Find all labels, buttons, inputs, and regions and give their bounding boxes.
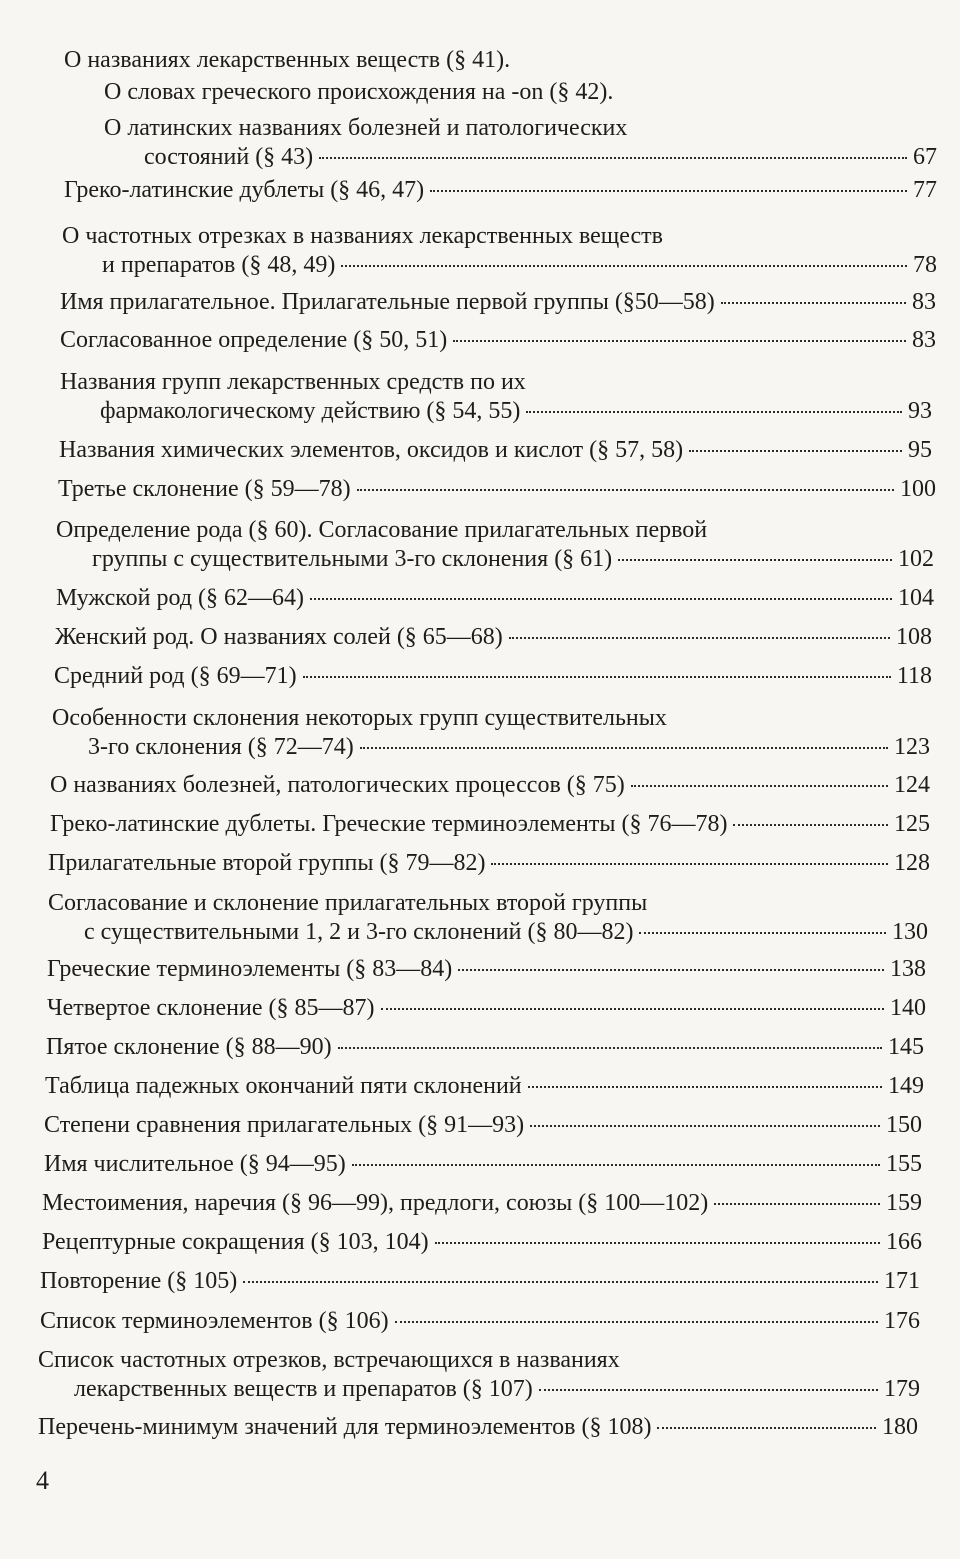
toc-page-number: 102 [898, 546, 934, 572]
toc-page-number: 155 [886, 1151, 922, 1177]
toc-entry-line [55, 623, 932, 652]
toc-entry-title: Мужской род (§ 62—64) [56, 585, 305, 611]
toc-page-number: 149 [888, 1073, 924, 1099]
toc-entry [54, 662, 932, 691]
dot-leader [458, 969, 884, 971]
toc-entry [104, 78, 900, 107]
toc-entry [44, 1150, 922, 1179]
toc-entry-title: Греческие терминоэлементы (§ 83—84) [47, 956, 453, 982]
toc-entry-line [56, 584, 934, 613]
toc-page-number: 83 [912, 327, 936, 353]
toc-entry-title: Рецептурные сокращения (§ 103, 104) [42, 1229, 429, 1255]
toc-entry [44, 1111, 922, 1140]
dot-leader [721, 302, 906, 304]
toc-entry-line [58, 475, 936, 504]
dot-leader [714, 1203, 880, 1205]
toc-entry-line [40, 1267, 920, 1296]
toc-entry-title: Особенности склонения некоторых групп существительных [52, 705, 667, 731]
toc-page-number: 83 [912, 289, 936, 315]
toc-entry-title: Имя прилагательное. Прилагательные первой группы (§50—58) [60, 289, 715, 315]
toc-entry [38, 1413, 918, 1442]
toc-entry-line [44, 1111, 922, 1140]
toc-page-number: 104 [898, 585, 934, 611]
dot-leader [381, 1008, 885, 1010]
toc-page-number: 95 [908, 437, 932, 463]
toc-page-number: 159 [886, 1190, 922, 1216]
toc-entry-line [42, 1228, 922, 1257]
dot-leader [338, 1047, 882, 1049]
toc-page-number: 100 [900, 476, 936, 502]
toc-entry-line [45, 1072, 924, 1101]
toc-entry-line [38, 1375, 920, 1404]
toc-entry-title: О латинских названиях болезней и патологических [104, 115, 628, 141]
toc-entry-title: Степени сравнения прилагательных (§ 91—93) [44, 1112, 525, 1138]
toc-entry [62, 222, 937, 280]
dot-leader [528, 1086, 882, 1088]
toc-page-number: 180 [882, 1414, 918, 1440]
toc-page-number: 145 [888, 1034, 924, 1060]
toc-entry-line [52, 733, 930, 762]
dot-leader [689, 450, 902, 452]
toc-entry-title: О частотных отрезках в названиях лекарственных веществ [62, 223, 663, 249]
toc-entry-title: Определение рода (§ 60). Согласование прилагательных первой [56, 517, 708, 543]
toc-entry-title: фармакологическому действию (§ 54, 55) [100, 398, 521, 424]
toc-page-number: 179 [884, 1376, 920, 1402]
toc-entry-line [42, 1189, 922, 1218]
toc-entry-title: Повторение (§ 105) [40, 1268, 238, 1294]
toc-entry [45, 1072, 924, 1101]
toc-entry-title: Прилагательные второй группы (§ 79—82) [48, 850, 486, 876]
toc-entry [52, 704, 930, 762]
toc-entry-line [44, 1150, 922, 1179]
toc-entry-title: Третье склонение (§ 59—78) [58, 476, 351, 502]
dot-leader [395, 1321, 878, 1323]
toc-entry-title: Пятое склонение (§ 88—90) [46, 1034, 332, 1060]
toc-entry-line [48, 849, 930, 878]
dot-leader [526, 411, 902, 413]
dot-leader [341, 265, 907, 267]
toc-entry [104, 114, 937, 172]
toc-entry-title: О названиях лекарственных веществ (§ 41). [64, 47, 511, 73]
toc-entry-title: Список терминоэлементов (§ 106) [40, 1308, 389, 1334]
toc-entry [40, 1267, 920, 1296]
toc-entry-line [59, 436, 932, 465]
dot-leader [310, 598, 892, 600]
dot-leader [360, 747, 888, 749]
toc-entry [56, 584, 934, 613]
toc-page-number: 118 [896, 663, 932, 689]
toc-entry-title: Таблица падежных окончаний пяти склонений [45, 1073, 522, 1099]
dot-leader [319, 157, 907, 159]
toc-entry-title: Четвертое склонение (§ 85—87) [47, 995, 375, 1021]
toc-page-number: 171 [884, 1268, 920, 1294]
page-number: 4 [36, 1466, 49, 1495]
toc-page-number: 166 [886, 1229, 922, 1255]
toc-page-number: 140 [890, 995, 926, 1021]
toc-entry [48, 889, 928, 947]
toc-entry-line [47, 994, 926, 1023]
toc-entry-line [104, 143, 937, 172]
toc-entry-title: и препаратов (§ 48, 49) [102, 252, 336, 278]
toc-entry [40, 1307, 920, 1336]
toc-entry-line [60, 397, 932, 426]
dot-leader [657, 1427, 876, 1429]
toc-entry [58, 475, 936, 504]
toc-entry [64, 176, 937, 205]
toc-entry-line [60, 326, 936, 355]
toc-page-number: 176 [884, 1308, 920, 1334]
toc-page-number: 123 [894, 734, 930, 760]
dot-leader [539, 1389, 878, 1391]
toc-entry [56, 516, 934, 574]
dot-leader [430, 190, 907, 192]
toc-entry-title: Согласованное определение (§ 50, 51) [60, 327, 448, 353]
toc-entry [60, 288, 936, 317]
toc-entry [50, 771, 930, 800]
toc-entry [55, 623, 932, 652]
dot-leader [453, 340, 906, 342]
toc-entry [46, 1033, 924, 1062]
dot-leader [352, 1164, 880, 1166]
toc-entry [38, 1346, 920, 1404]
toc-entry-title: Список частотных отрезков, встречающихся в названиях [38, 1347, 620, 1373]
toc-entry-title: группы с существительными 3-го склонения (§ 61) [92, 546, 613, 572]
toc-entry-line [50, 771, 930, 800]
toc-entry-line [46, 1033, 924, 1062]
toc-entry-title: О словах греческого происхождения на -on (§ 42). [104, 79, 614, 105]
dot-leader [509, 637, 890, 639]
toc-entry-line [54, 662, 932, 691]
toc-entry [60, 326, 936, 355]
dot-leader [435, 1242, 880, 1244]
toc-entry-title: Перечень-минимум значений для терминоэлементов (§ 108) [38, 1414, 652, 1440]
dot-leader [357, 489, 894, 491]
toc-entry-title: Греко-латинские дублеты. Греческие терминоэлементы (§ 76—78) [50, 811, 728, 837]
toc-entry-line [38, 1413, 918, 1442]
toc-entry-line [56, 545, 934, 574]
dot-leader [733, 824, 888, 826]
toc-page-number: 78 [913, 252, 937, 278]
toc-entry [50, 810, 930, 839]
toc-entry-line [50, 810, 930, 839]
toc-entry-line [60, 288, 936, 317]
toc-entry-title: Согласование и склонение прилагательных второй группы [48, 890, 648, 916]
toc-page-number: 93 [908, 398, 932, 424]
toc-entry-line [40, 1307, 920, 1336]
dot-leader [491, 863, 888, 865]
toc-entry-title: Средний род (§ 69—71) [54, 663, 297, 689]
toc-entry-title: Женский род. О названиях солей (§ 65—68) [55, 624, 503, 650]
toc-entry [42, 1228, 922, 1257]
toc-page-number: 150 [886, 1112, 922, 1138]
toc-page-number: 124 [894, 772, 930, 798]
toc-entry-title: 3-го склонения (§ 72—74) [88, 734, 354, 760]
toc-page-number: 125 [894, 811, 930, 837]
toc-entry [42, 1189, 922, 1218]
toc-page-number: 130 [892, 919, 928, 945]
dot-leader [631, 785, 888, 787]
toc-entry [59, 436, 932, 465]
dot-leader [530, 1125, 880, 1127]
toc-entry-title: Названия групп лекарственных средств по их [60, 369, 526, 395]
toc-entry-title: состояний (§ 43) [144, 144, 314, 170]
dot-leader [639, 932, 886, 934]
toc-entry [47, 994, 926, 1023]
toc-entry-title: Местоимения, наречия (§ 96—99), предлоги, союзы (§ 100—102) [42, 1190, 709, 1216]
toc-entry [48, 849, 930, 878]
toc-entry [60, 368, 932, 426]
toc-entry-title: Греко-латинские дублеты (§ 46, 47) [64, 177, 425, 203]
toc-page-number: 138 [890, 956, 926, 982]
toc-page-number: 77 [913, 177, 937, 203]
toc-page-number: 67 [913, 144, 937, 170]
toc-entry [47, 955, 926, 984]
toc-page-number: 108 [896, 624, 932, 650]
toc-page-number: 128 [894, 850, 930, 876]
toc-entry-title: лекарственных веществ и препаратов (§ 107) [74, 1376, 533, 1402]
toc-entry-line [62, 251, 937, 280]
toc-entry-line [64, 176, 937, 205]
toc-entry-title: Имя числительное (§ 94—95) [44, 1151, 346, 1177]
toc-entry-title: с существительными 1, 2 и 3-го склонений (§ 80—82) [84, 919, 634, 945]
toc-entry-line [47, 955, 926, 984]
toc-entry-title: Названия химических элементов, оксидов и кислот (§ 57, 58) [59, 437, 684, 463]
toc-entry [64, 46, 900, 75]
toc-entry-title: О названиях болезней, патологических процессов (§ 75) [50, 772, 625, 798]
dot-leader [243, 1281, 878, 1283]
dot-leader [303, 676, 891, 678]
dot-leader [618, 559, 892, 561]
toc-entry-line [48, 918, 928, 947]
